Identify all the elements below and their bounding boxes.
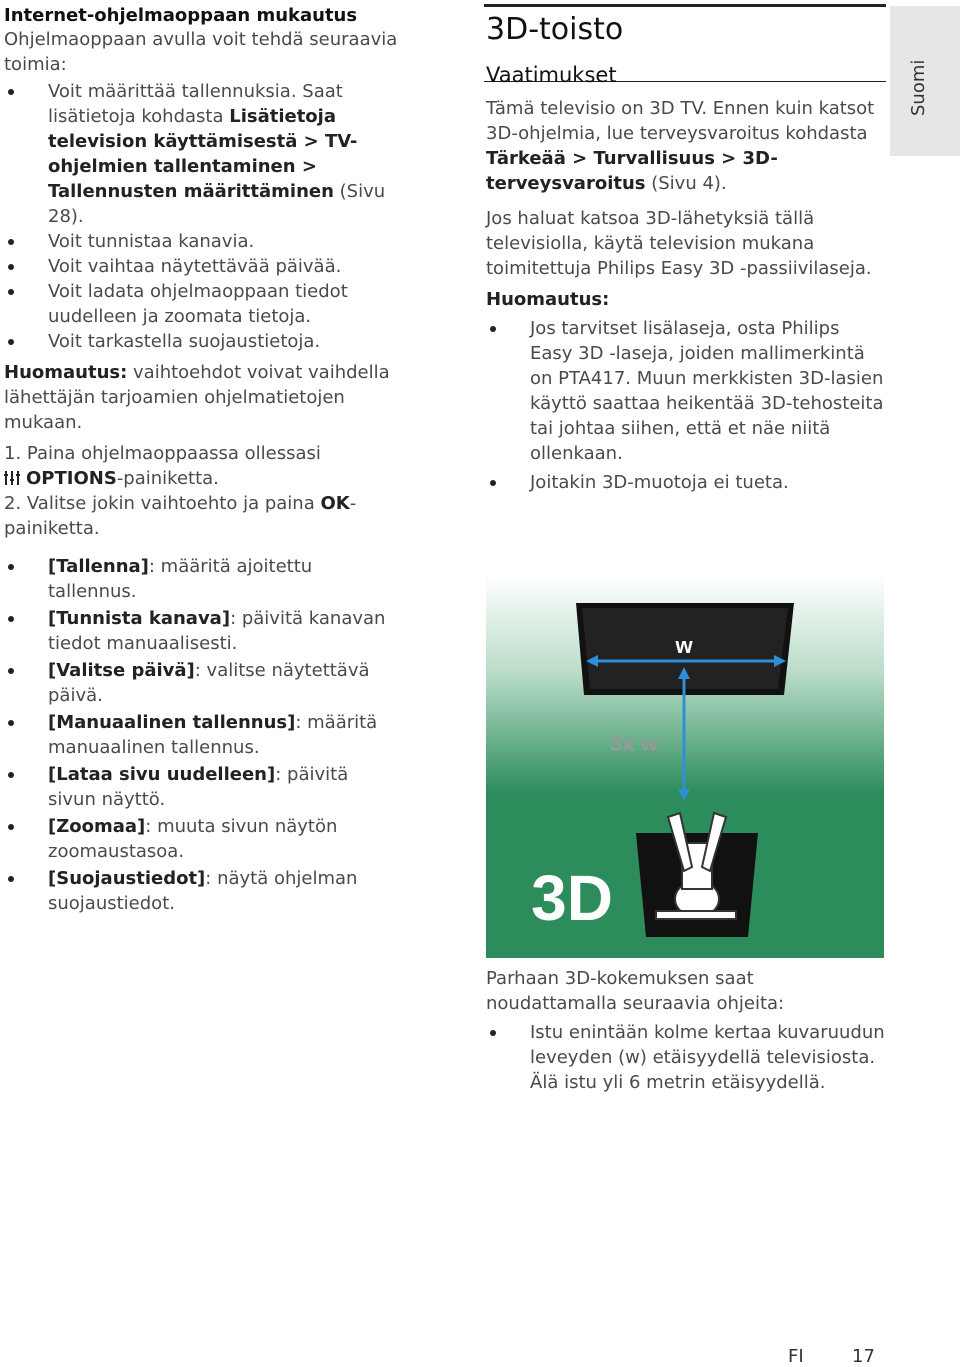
distance-guidelines — [486, 1020, 886, 1095]
intro-text: Ohjelmaoppaan avulla voit tehdä seuraavia toimia: — [4, 29, 398, 75]
section-heading: Internet-ohjelmaoppaan mukautus — [4, 5, 358, 26]
list-item: Voit vaihtaa näytettävää päivää. — [4, 254, 399, 279]
feature-list — [4, 79, 399, 354]
distance-label: 3x w — [610, 731, 658, 756]
options-button-label: OPTIONS — [26, 468, 117, 489]
note-label: Huomautus: — [4, 362, 128, 383]
footer-language: FI — [788, 1346, 804, 1367]
list-item: Voit ladata ohjelmaoppaan tiedot uudelleen ja zoomata tietoja. — [4, 279, 399, 329]
option-item: [Lataa sivu uudelleen]: päivitä sivun näyttö. — [4, 762, 399, 812]
language-tab — [890, 6, 960, 156]
option-item: [Tallenna]: määritä ajoitettu tallennus. — [4, 554, 399, 604]
right-column — [486, 4, 886, 495]
options-list — [4, 554, 399, 916]
note-paragraph: Huomautus: vaihtoehdot voivat vaihdella lähettäjän tarjoamien ohjelmatietojen mukaan. — [4, 362, 390, 433]
paragraph-best-experience: Parhaan 3D-kokemuksen saat noudattamalla seuraavia ohjeita: — [486, 968, 785, 1014]
option-label: [Manuaalinen tallennus] — [48, 712, 296, 733]
3d-logo: 3D — [531, 862, 613, 934]
list-item: Joitakin 3D-muotoja ei tueta. — [486, 470, 886, 495]
note-list — [486, 316, 886, 495]
list-item: Voit tunnistaa kanavia. — [4, 229, 399, 254]
viewing-distance-figure — [486, 575, 884, 958]
subsection-heading: Vaatimukset — [486, 63, 617, 87]
option-label: [Tunnista kanava] — [48, 608, 231, 629]
option-label: [Zoomaa] — [48, 816, 146, 837]
list-item: Voit tarkastella suojaustietoja. — [4, 329, 399, 354]
list-item: Jos tarvitset lisälaseja, osta Philips Easy 3D -laseja, joiden mallimerkintä on PTA417. Muun merkkisten 3D-lasien käyttö saattaa heikentää 3D-tehosteita tai johtaa siihen, että et näe niitä ollenkaan. — [486, 316, 886, 466]
list-item: Voit määrittää tallennuksia. Saat lisätietoja kohdasta Lisätietoja television käyttämisestä > TV-ohjelmien tallentaminen > Tallennusten määrittäminen (Sivu 28). — [4, 79, 399, 229]
page-title: 3D-toisto — [486, 12, 624, 47]
list-item: Istu enintään kolme kertaa kuvaruudun leveyden (w) etäisyydellä televisiosta. Älä istu yli 6 metrin etäisyydellä. — [486, 1020, 886, 1095]
option-item: [Suojaustiedot]: näytä ohjelman suojaustiedot. — [4, 866, 399, 916]
option-item: [Valitse päivä]: valitse näytettävä päivä. — [4, 658, 399, 708]
option-item: [Zoomaa]: muuta sivun näytön zoomaustasoa. — [4, 814, 399, 864]
option-label: [Valitse päivä] — [48, 660, 195, 681]
ok-button-label: OK — [320, 493, 350, 514]
paragraph-glasses: Jos haluat katsoa 3D-lähetyksiä tällä televisiolla, käytä television mukana toimitettuja Philips Easy 3D -passiivilaseja. — [486, 208, 872, 279]
note-label: Huomautus: — [486, 289, 610, 310]
language-tab-label: Suomi — [908, 59, 929, 116]
left-column — [4, 4, 399, 916]
bottom-right-block — [486, 966, 886, 1095]
option-item: [Manuaalinen tallennus]: määritä manuaalinen tallennus. — [4, 710, 399, 760]
option-label: [Lataa sivu uudelleen] — [48, 764, 276, 785]
cross-reference-link[interactable]: Tärkeää > Turvallisuus > 3D-terveysvaroitus — [486, 148, 778, 194]
options-icon — [4, 467, 20, 481]
step-2: 2. Valitse jokin vaihtoehto ja paina OK-painiketta. — [4, 493, 357, 539]
figure-svg — [486, 575, 884, 958]
option-item: [Tunnista kanava]: päivitä kanavan tiedot manuaalisesti. — [4, 606, 399, 656]
width-label: w — [675, 633, 693, 658]
option-label: [Tallenna] — [48, 556, 149, 577]
page-number: 17 — [852, 1346, 875, 1367]
option-label: [Suojaustiedot] — [48, 868, 206, 889]
paragraph-requirements: Tämä televisio on 3D TV. Ennen kuin katsot 3D-ohjelmia, lue terveysvaroitus kohdasta Tärkeää > Turvallisuus > 3D-terveysvaroitus (Sivu 4). — [486, 98, 875, 194]
cross-reference-link[interactable]: Lisätietoja television käyttämisestä > TV-ohjelmien tallentaminen > Tallennusten määrittäminen — [48, 106, 358, 202]
step-1: 1. Paina ohjelmaoppaassa ollessasi OPTIONS-painiketta. — [4, 443, 321, 489]
